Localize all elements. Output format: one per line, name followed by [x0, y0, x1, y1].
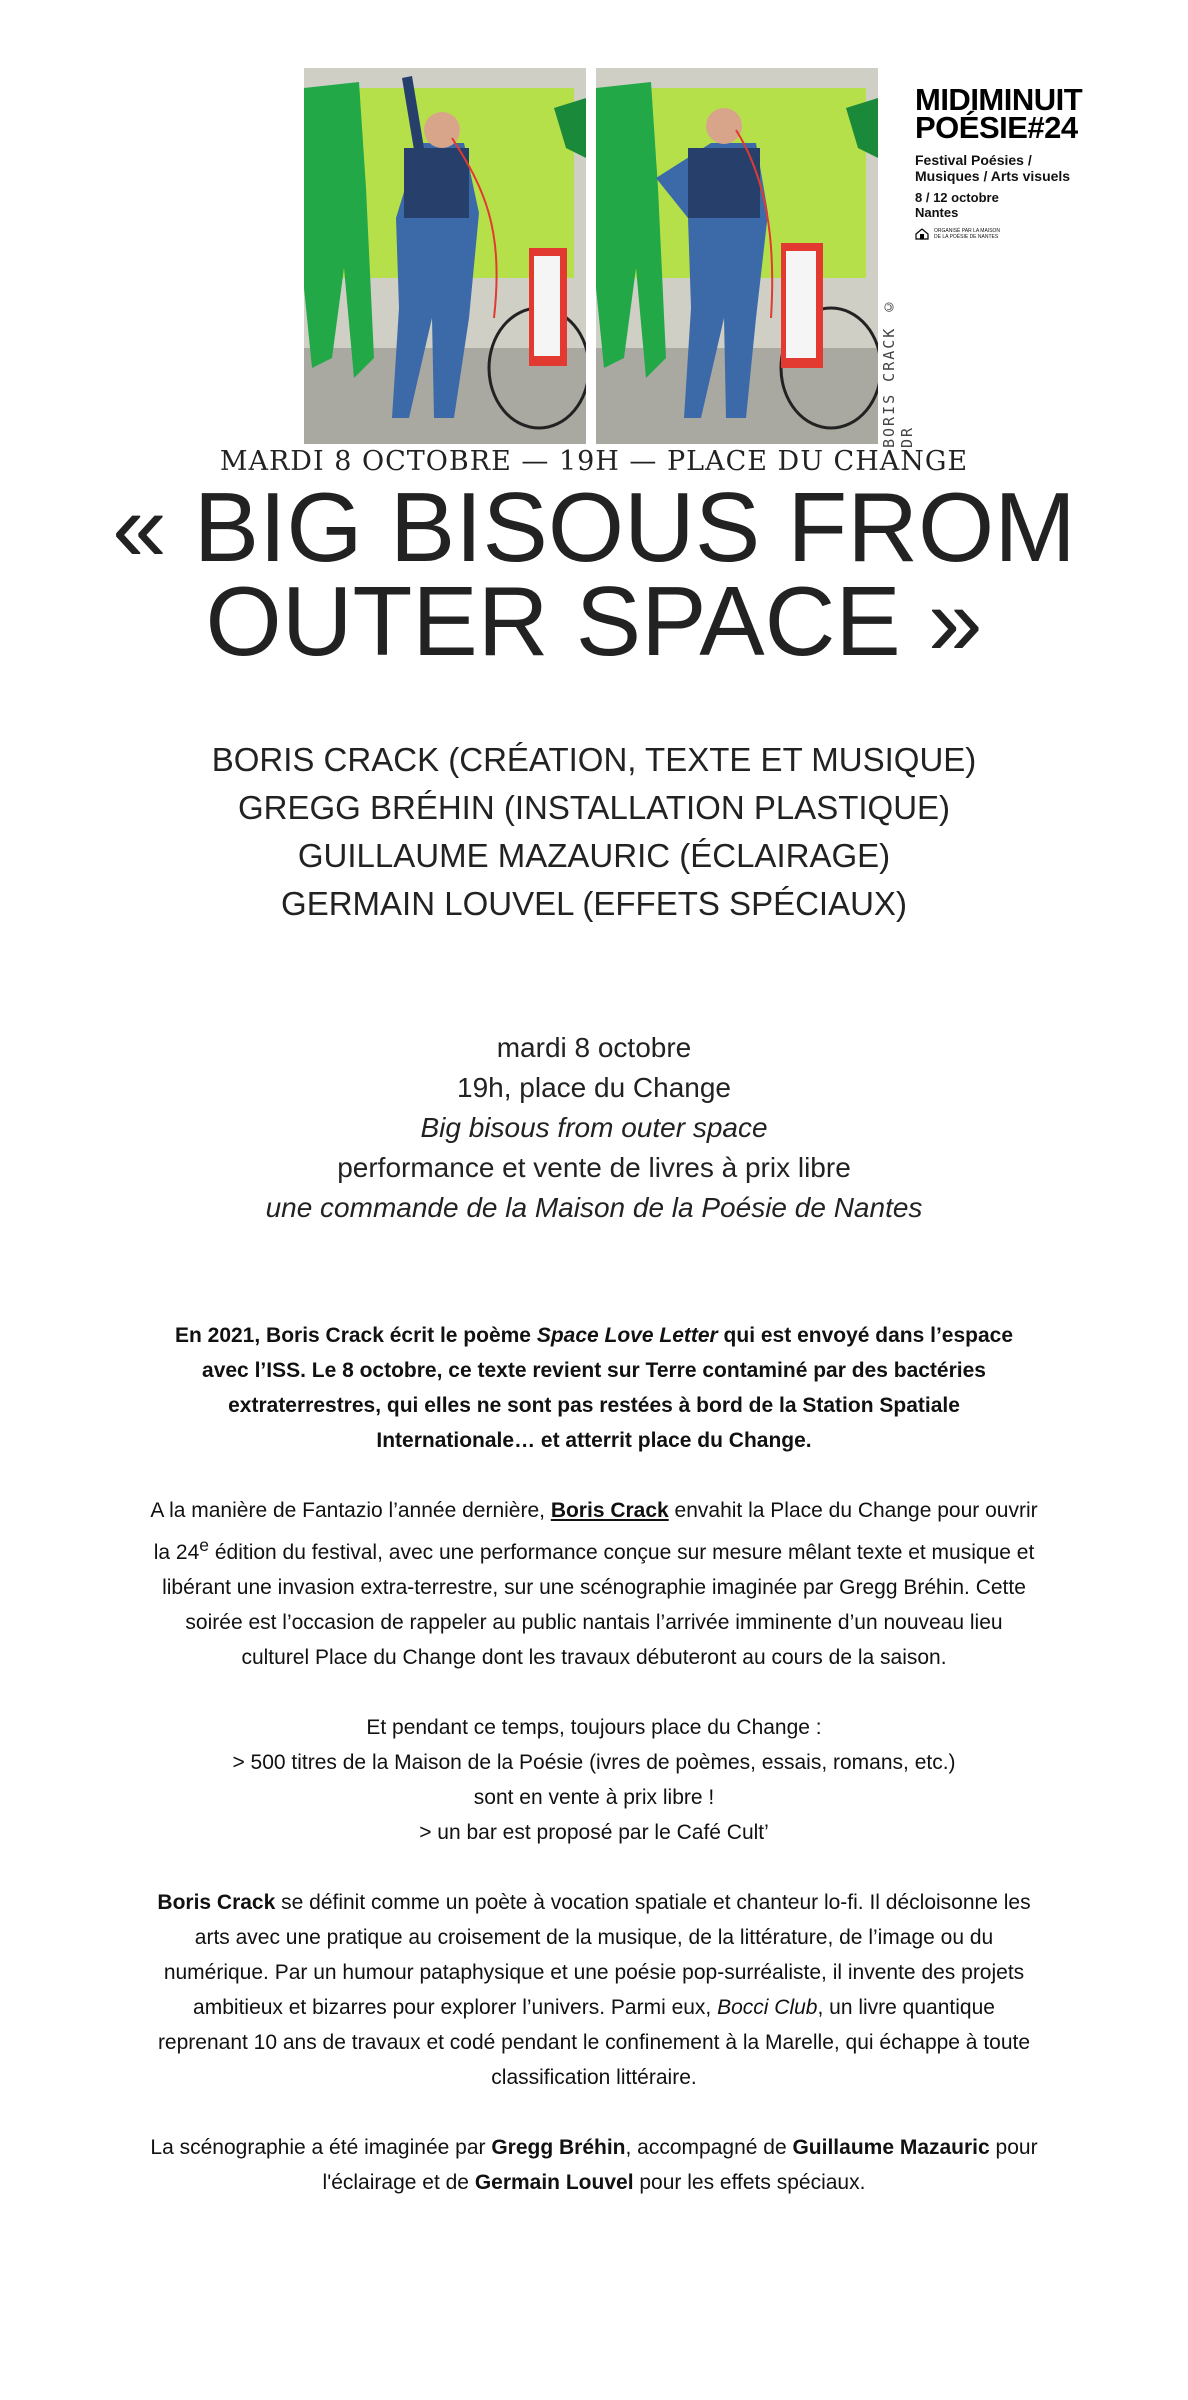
- lead-paragraph: En 2021, Boris Crack écrit le poème Space Love Letter qui est envoyé dans l’espace avec l’ISS. Le 8 octobre, ce texte revient sur Terre contaminé par des bactéries extraterrestres, qui elles ne sont pas restées à bord de la Station Spatiale Internationale… et atterrit place du Change.: [174, 1324, 1014, 1452]
- credit-line: BORIS CRACK (CRÉATION, TEXTE ET MUSIQUE): [211, 741, 977, 778]
- info-commission: une commande de la Maison de la Poésie de Nantes: [265, 1192, 923, 1223]
- bio-paragraph: Boris Crack se définit comme un poète à vocation spatiale et chanteur lo-fi. Il décloisonne les arts avec une pratique au croisement de la musique, de la littérature, de l’image ou du numérique. Par un humour pataphysique et une poésie pop-surréaliste, il invente des projets ambitieux et bizarres pour explorer l’univers. Parmi eux, Bocci Club, un livre quantique reprenant 10 ans de travaux et codé pendant le confinement à la Marelle, qui échappe à toute classification littéraire.: [157, 1891, 1031, 2089]
- info-time-place: 19h, place du Change: [457, 1072, 731, 1103]
- event-photos: [304, 68, 916, 448]
- credit-line: GREGG BRÉHIN (INSTALLATION PLASTIQUE): [237, 789, 951, 826]
- event-title: « BIG BISOUS FROM OUTER SPACE »: [112, 472, 1076, 676]
- festival-subtitle: Festival Poésies / Musiques / Arts visuels: [915, 152, 1071, 184]
- info-show: Big bisous from outer space: [420, 1112, 768, 1143]
- photo-credit: BORIS CRACK © DR: [880, 295, 916, 448]
- festival-badge: [915, 82, 1165, 240]
- boris-crack-link[interactable]: Boris Crack: [550, 1499, 669, 1522]
- info-desc: performance et vente de livres à prix libre: [337, 1152, 851, 1183]
- scenography-paragraph: La scénographie a été imaginée par Gregg Bréhin, accompagné de Guillaume Mazauric pour l'éclairage et de Germain Louvel pour les effets spéciaux.: [150, 2136, 1038, 2194]
- festival-organizer: ORGANISÉ PAR LA MAISON DE LA POÉSIE DE NANTES: [915, 228, 1165, 240]
- event-infos: [0, 1028, 1188, 1228]
- maison-poesie-logo-icon: [915, 228, 929, 240]
- event-credits: [0, 736, 1188, 928]
- event-eyebrow: MARDI 8 OCTOBRE — 19H — PLACE DU CHANGE: [219, 446, 969, 477]
- festival-dates: 8 / 12 octobre Nantes: [915, 190, 999, 220]
- info-date: mardi 8 octobre: [496, 1032, 692, 1063]
- intro-paragraph: A la manière de Fantazio l’année dernière, Boris Crack envahit la Place du Change pour ouvrir la 24e édition du festival, avec une performance conçue sur mesure mêlant texte et musique et libérant une invasion extra-terrestre, sur une scénographie imaginée par Gregg Bréhin. Cette soirée est l’occasion de rappeler au public nantais l’arrivée imminente d’un nouveau lieu culturel Place du Change dont les travaux débuteront au cours de la saison.: [150, 1499, 1038, 1669]
- performer-photo-left: [304, 68, 586, 444]
- credit-line: GERMAIN LOUVEL (EFFETS SPÉCIAUX): [281, 885, 907, 922]
- credit-line: GUILLAUME MAZAURIC (ÉCLAIRAGE): [297, 837, 891, 874]
- festival-name: MIDIMINUIT POÉSIE#24: [915, 82, 1083, 145]
- performer-photo-right: [596, 68, 878, 444]
- event-description: [150, 1318, 1038, 2235]
- meanwhile-paragraph: Et pendant ce temps, toujours place du Change : > 500 titres de la Maison de la Poésie (ivres de poèmes, essais, romans, etc.) sont en vente à prix libre ! > un bar est proposé par le Café Cult’: [232, 1716, 956, 1844]
